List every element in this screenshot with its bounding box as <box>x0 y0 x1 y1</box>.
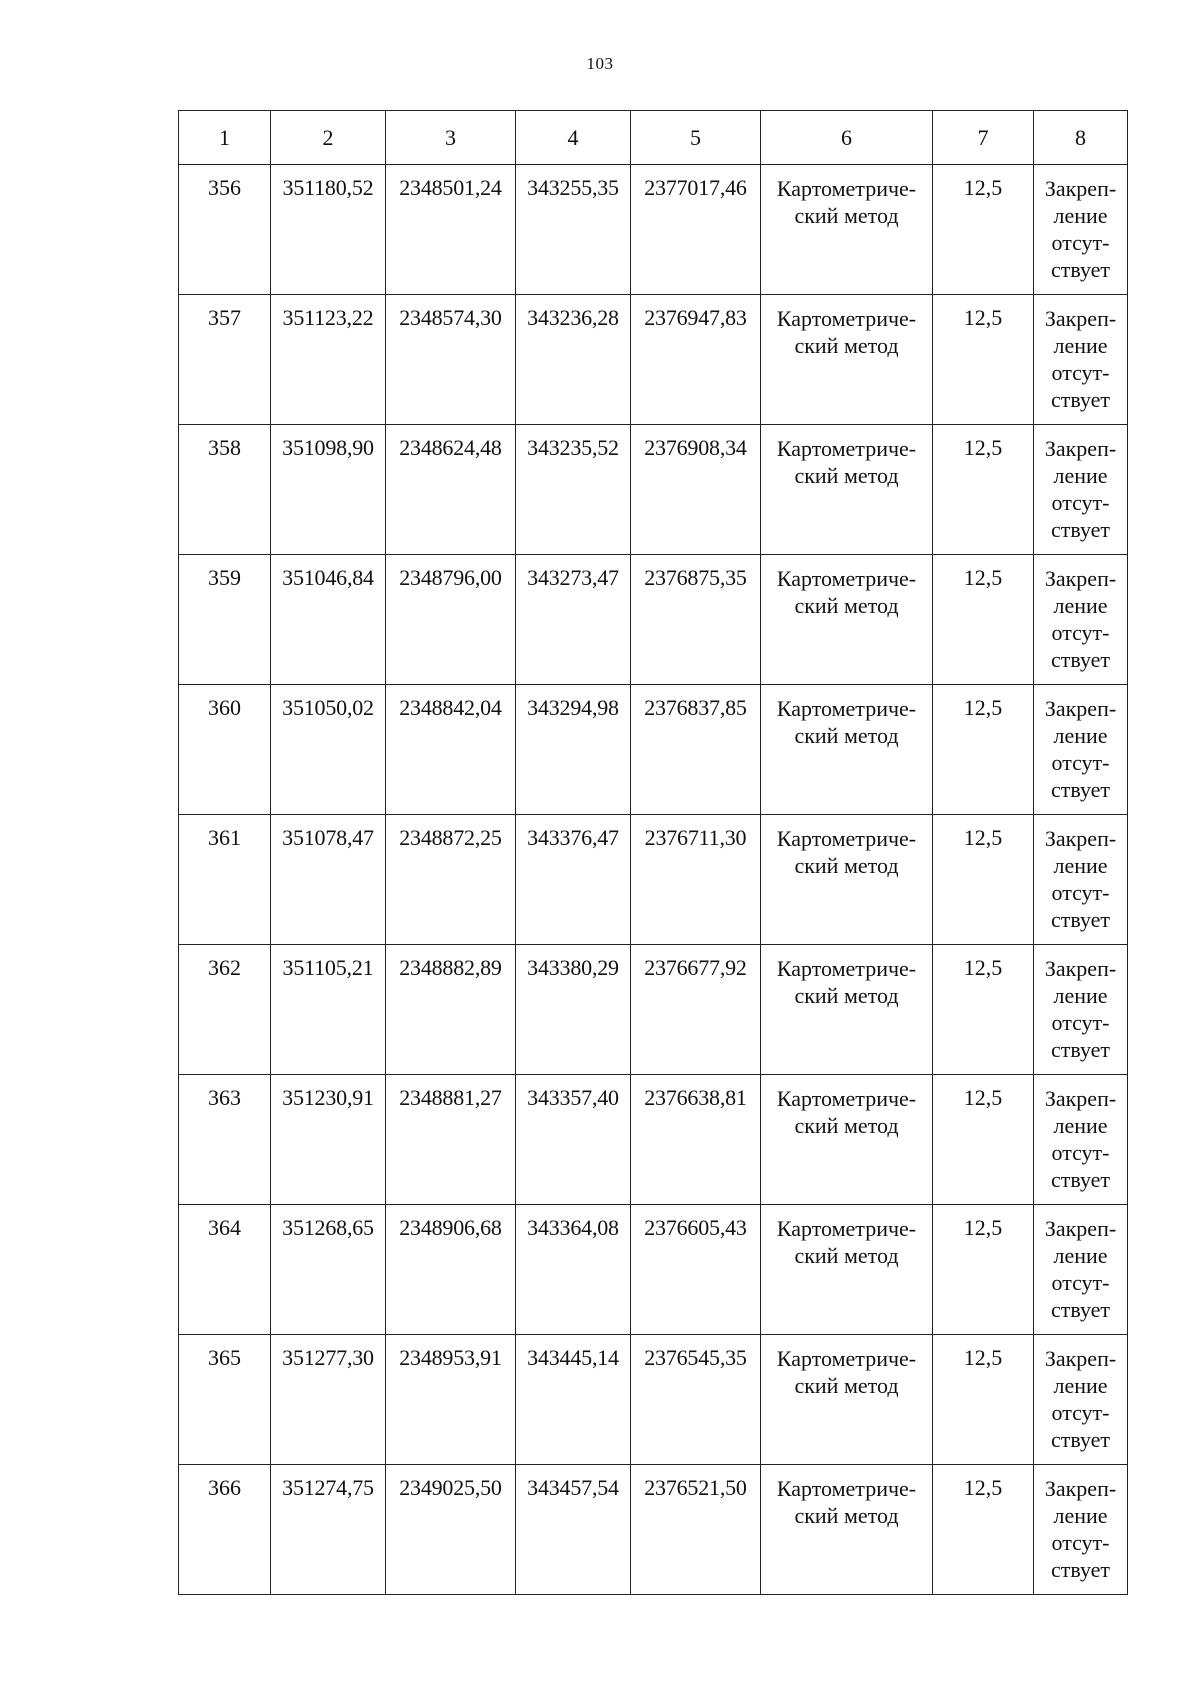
method-line: ский метод <box>794 203 899 228</box>
fixation-line: отсут- <box>1051 360 1110 385</box>
coordinate-cell: 2376875,35 <box>631 555 761 685</box>
table-row <box>179 685 1128 815</box>
header-cell: 7 <box>933 111 1034 165</box>
coordinate-cell: 351046,84 <box>271 555 386 685</box>
point-number-cell: 361 <box>179 815 271 945</box>
point-number-cell: 364 <box>179 1205 271 1335</box>
coordinate-cell: 2348842,04 <box>386 685 516 815</box>
fixation-line: ление <box>1053 1113 1108 1138</box>
accuracy-cell: 12,5 <box>933 1335 1034 1465</box>
fixation-line: ствует <box>1050 1557 1111 1582</box>
method-line: Картометриче- <box>776 566 917 591</box>
accuracy-cell: 12,5 <box>933 1075 1034 1205</box>
fixation-cell <box>1034 1075 1128 1205</box>
accuracy-cell: 12,5 <box>933 945 1034 1075</box>
coordinate-cell: 351098,90 <box>271 425 386 555</box>
coordinate-cell: 2348501,24 <box>386 165 516 295</box>
fixation-line: ление <box>1053 723 1108 748</box>
coordinate-cell: 2376711,30 <box>631 815 761 945</box>
accuracy-cell: 12,5 <box>933 815 1034 945</box>
method-line: Картометриче- <box>776 1476 917 1501</box>
coordinates-table <box>178 110 1128 1595</box>
coordinate-cell: 343380,29 <box>516 945 631 1075</box>
accuracy-cell: 12,5 <box>933 1465 1034 1595</box>
coordinate-cell: 2376837,85 <box>631 685 761 815</box>
coordinate-cell: 2349025,50 <box>386 1465 516 1595</box>
fixation-cell <box>1034 685 1128 815</box>
table-row <box>179 815 1128 945</box>
method-cell <box>761 945 933 1075</box>
method-line: Картометриче- <box>776 436 917 461</box>
method-line: ский метод <box>794 1373 899 1398</box>
table-row <box>179 1205 1128 1335</box>
point-number-cell: 362 <box>179 945 271 1075</box>
coordinate-cell: 2376545,35 <box>631 1335 761 1465</box>
fixation-line: отсут- <box>1051 750 1110 775</box>
fixation-line: ление <box>1053 983 1108 1008</box>
fixation-line: ление <box>1053 1243 1108 1268</box>
coordinate-cell: 2348624,48 <box>386 425 516 555</box>
method-line: Картометриче- <box>776 1216 917 1241</box>
accuracy-cell: 12,5 <box>933 1205 1034 1335</box>
page-number: 103 <box>586 54 614 73</box>
fixation-line: ление <box>1053 203 1108 228</box>
method-line: ский метод <box>794 1113 899 1138</box>
fixation-line: Закреп- <box>1044 1086 1117 1111</box>
fixation-line: ствует <box>1050 387 1111 412</box>
fixation-line: Закреп- <box>1044 1216 1117 1241</box>
coordinate-cell: 2376605,43 <box>631 1205 761 1335</box>
fixation-line: ление <box>1053 463 1108 488</box>
coordinate-cell: 351105,21 <box>271 945 386 1075</box>
coordinate-cell: 351050,02 <box>271 685 386 815</box>
coordinate-cell: 351078,47 <box>271 815 386 945</box>
method-line: Картометриче- <box>776 1086 917 1111</box>
table-body <box>179 111 1128 1595</box>
fixation-cell <box>1034 425 1128 555</box>
fixation-line: ствует <box>1050 1297 1111 1322</box>
method-line: ский метод <box>794 983 899 1008</box>
coordinate-cell: 2376521,50 <box>631 1465 761 1595</box>
fixation-line: отсут- <box>1051 1140 1110 1165</box>
method-line: ский метод <box>794 593 899 618</box>
coordinate-cell: 2348906,68 <box>386 1205 516 1335</box>
fixation-line: отсут- <box>1051 620 1110 645</box>
method-cell <box>761 295 933 425</box>
method-line: Картометриче- <box>776 306 917 331</box>
fixation-line: ствует <box>1050 907 1111 932</box>
fixation-line: ствует <box>1050 647 1111 672</box>
point-number-cell: 357 <box>179 295 271 425</box>
fixation-cell <box>1034 295 1128 425</box>
fixation-line: ление <box>1053 333 1108 358</box>
header-cell: 5 <box>631 111 761 165</box>
method-cell <box>761 425 933 555</box>
table-row <box>179 1465 1128 1595</box>
fixation-cell <box>1034 1335 1128 1465</box>
table-row <box>179 425 1128 555</box>
coordinate-cell: 351123,22 <box>271 295 386 425</box>
fixation-line: ствует <box>1050 777 1111 802</box>
accuracy-cell: 12,5 <box>933 165 1034 295</box>
coordinate-cell: 2348882,89 <box>386 945 516 1075</box>
header-cell: 2 <box>271 111 386 165</box>
coordinate-cell: 2348796,00 <box>386 555 516 685</box>
method-cell <box>761 1335 933 1465</box>
table-row <box>179 295 1128 425</box>
method-line: Картометриче- <box>776 1346 917 1371</box>
coordinate-cell: 2377017,46 <box>631 165 761 295</box>
fixation-line: отсут- <box>1051 1270 1110 1295</box>
method-line: ский метод <box>794 723 899 748</box>
coordinate-cell: 343273,47 <box>516 555 631 685</box>
table-row <box>179 555 1128 685</box>
fixation-cell <box>1034 1205 1128 1335</box>
table-header-row <box>179 111 1128 165</box>
method-cell <box>761 685 933 815</box>
fixation-line: Закреп- <box>1044 176 1117 201</box>
coordinate-cell: 343255,35 <box>516 165 631 295</box>
table-row <box>179 945 1128 1075</box>
header-cell: 3 <box>386 111 516 165</box>
table-row <box>179 165 1128 295</box>
coordinate-cell: 2376947,83 <box>631 295 761 425</box>
method-cell <box>761 1205 933 1335</box>
fixation-line: отсут- <box>1051 1400 1110 1425</box>
method-line: Картометриче- <box>776 956 917 981</box>
method-line: ский метод <box>794 333 899 358</box>
fixation-line: Закреп- <box>1044 826 1117 851</box>
fixation-line: ствует <box>1050 257 1111 282</box>
fixation-cell <box>1034 555 1128 685</box>
table-row <box>179 1075 1128 1205</box>
point-number-cell: 356 <box>179 165 271 295</box>
fixation-line: Закреп- <box>1044 1346 1117 1371</box>
fixation-line: ление <box>1053 1503 1108 1528</box>
fixation-line: отсут- <box>1051 230 1110 255</box>
coordinate-cell: 2376677,92 <box>631 945 761 1075</box>
fixation-line: Закреп- <box>1044 1476 1117 1501</box>
fixation-line: отсут- <box>1051 1530 1110 1555</box>
fixation-line: Закреп- <box>1044 566 1117 591</box>
coordinate-cell: 351230,91 <box>271 1075 386 1205</box>
fixation-line: ствует <box>1050 1167 1111 1192</box>
fixation-line: Закреп- <box>1044 436 1117 461</box>
method-line: Картометриче- <box>776 696 917 721</box>
fixation-cell <box>1034 165 1128 295</box>
fixation-line: отсут- <box>1051 1010 1110 1035</box>
coordinate-cell: 2376908,34 <box>631 425 761 555</box>
fixation-line: отсут- <box>1051 490 1110 515</box>
fixation-line: Закреп- <box>1044 956 1117 981</box>
coordinate-cell: 2348872,25 <box>386 815 516 945</box>
accuracy-cell: 12,5 <box>933 685 1034 815</box>
coordinate-cell: 343357,40 <box>516 1075 631 1205</box>
coordinate-cell: 343376,47 <box>516 815 631 945</box>
fixation-line: ление <box>1053 593 1108 618</box>
point-number-cell: 358 <box>179 425 271 555</box>
method-cell <box>761 165 933 295</box>
header-cell: 8 <box>1034 111 1128 165</box>
coordinate-cell: 343364,08 <box>516 1205 631 1335</box>
method-cell <box>761 1465 933 1595</box>
fixation-line: ствует <box>1050 1427 1111 1452</box>
header-cell: 4 <box>516 111 631 165</box>
point-number-cell: 363 <box>179 1075 271 1205</box>
method-line: Картометриче- <box>776 176 917 201</box>
table-row <box>179 1335 1128 1465</box>
coordinate-cell: 351180,52 <box>271 165 386 295</box>
point-number-cell: 366 <box>179 1465 271 1595</box>
fixation-cell <box>1034 815 1128 945</box>
point-number-cell: 365 <box>179 1335 271 1465</box>
coordinate-cell: 351268,65 <box>271 1205 386 1335</box>
point-number-cell: 359 <box>179 555 271 685</box>
fixation-line: Закреп- <box>1044 696 1117 721</box>
accuracy-cell: 12,5 <box>933 425 1034 555</box>
method-cell <box>761 555 933 685</box>
method-line: ский метод <box>794 853 899 878</box>
fixation-cell <box>1034 1465 1128 1595</box>
coordinate-cell: 2376638,81 <box>631 1075 761 1205</box>
fixation-line: ствует <box>1050 517 1111 542</box>
header-cell: 6 <box>761 111 933 165</box>
fixation-line: отсут- <box>1051 880 1110 905</box>
fixation-line: ление <box>1053 1373 1108 1398</box>
method-cell <box>761 1075 933 1205</box>
coordinate-cell: 343457,54 <box>516 1465 631 1595</box>
coordinate-cell: 351274,75 <box>271 1465 386 1595</box>
accuracy-cell: 12,5 <box>933 295 1034 425</box>
accuracy-cell: 12,5 <box>933 555 1034 685</box>
coordinate-cell: 343445,14 <box>516 1335 631 1465</box>
coordinate-cell: 2348881,27 <box>386 1075 516 1205</box>
coordinate-cell: 2348953,91 <box>386 1335 516 1465</box>
method-line: ский метод <box>794 463 899 488</box>
coordinate-cell: 2348574,30 <box>386 295 516 425</box>
point-number-cell: 360 <box>179 685 271 815</box>
fixation-line: ствует <box>1050 1037 1111 1062</box>
coordinate-cell: 343236,28 <box>516 295 631 425</box>
method-line: ский метод <box>794 1243 899 1268</box>
fixation-cell <box>1034 945 1128 1075</box>
method-line: Картометриче- <box>776 826 917 851</box>
header-cell: 1 <box>179 111 271 165</box>
coordinate-cell: 351277,30 <box>271 1335 386 1465</box>
coordinate-cell: 343294,98 <box>516 685 631 815</box>
fixation-line: ление <box>1053 853 1108 878</box>
fixation-line: Закреп- <box>1044 306 1117 331</box>
coordinate-cell: 343235,52 <box>516 425 631 555</box>
method-line: ский метод <box>794 1503 899 1528</box>
method-cell <box>761 815 933 945</box>
